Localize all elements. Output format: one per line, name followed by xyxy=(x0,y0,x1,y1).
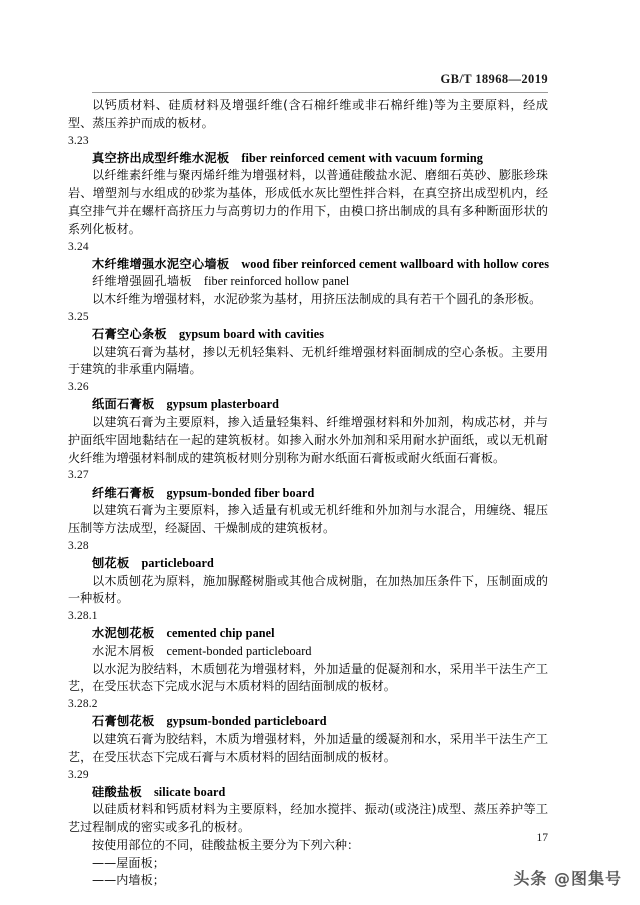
alt-term-entry xyxy=(92,273,548,291)
term-entry xyxy=(92,150,548,168)
clause-number: 3.28.2 xyxy=(68,698,98,711)
definition-paragraph: 以木质刨花为原料，施加脲醛树脂或其他合成树脂，在加热加压条件下，压制面成的一种板材。 xyxy=(68,573,548,606)
page-header xyxy=(92,72,548,94)
alt-term-cn: 水泥木屑板 xyxy=(92,643,155,658)
term-cn: 木纤维增强水泥空心墙板 xyxy=(92,256,230,271)
definition-paragraph: 以建筑石膏为主要原料，掺入适量轻集料、纤维增强材料和外加剂，构成芯材，并与护面纸牢固地黏结在一起的建筑板材。如掺入耐水外加剂和采用耐水护面纸，或以无机耐火纤维为增强材料制成的建筑板材则分别称为耐水纸面石膏板或耐火纸面石膏板。 xyxy=(68,414,548,465)
clause-block xyxy=(68,625,548,696)
term-entry xyxy=(92,396,548,414)
definition-paragraph: 以水泥为胶结料，木质刨花为增强材料，外加适量的促凝剂和水，采用半干法生产工艺，在受压状态下完成水泥与木质材料的固结面制成的板材。 xyxy=(68,661,548,694)
term-en: cemented chip panel xyxy=(166,626,275,641)
term-entry xyxy=(92,625,548,643)
term-en: wood fiber reinforced cement wallboard with hollow cores xyxy=(241,256,550,271)
alt-term-entry xyxy=(92,643,548,661)
term-cn: 硅酸盐板 xyxy=(92,784,142,799)
term-entry xyxy=(92,485,548,503)
clause-block xyxy=(68,555,548,608)
clause-block xyxy=(68,150,548,239)
definition-paragraph: 以建筑石膏为基材，掺以无机轻集料、无机纤维增强材料面制成的空心条板。主要用于建筑的非承重内隔墙。 xyxy=(68,344,548,377)
term-cn: 刨花板 xyxy=(92,555,130,570)
term-en: particleboard xyxy=(141,555,214,570)
clause-block xyxy=(68,713,548,766)
term-cn: 水泥刨花板 xyxy=(92,626,155,641)
clause-block xyxy=(92,256,548,309)
alt-term-en: cement-bonded particleboard xyxy=(166,643,312,658)
definition-paragraph: 以建筑石膏为胶结料，木质为增强材料，外加适量的缓凝剂和水，采用半干法生产工艺，在受压状态下完成石膏与木质材料的固结面制成的板材。 xyxy=(68,731,548,764)
list-item: ——屋面板； xyxy=(92,855,165,870)
clause-number: 3.28 xyxy=(68,539,89,552)
standard-number: GB/T 18968—2019 xyxy=(440,72,548,86)
list-item: ——内墙板； xyxy=(92,873,165,888)
term-cn: 真空挤出成型纤维水泥板 xyxy=(92,150,230,165)
clause-block xyxy=(68,396,548,467)
alt-term-cn: 纤维增强圆孔墙板 xyxy=(92,274,192,289)
watermark: 头条 @图集号 xyxy=(513,869,622,888)
term-en: fiber reinforced cement with vacuum forming xyxy=(241,150,483,165)
term-en: silicate board xyxy=(153,784,226,799)
clause-number: 3.23 xyxy=(68,134,89,147)
term-en: gypsum-bonded particleboard xyxy=(166,714,327,729)
term-en: gypsum board with cavities xyxy=(178,326,325,341)
continued-paragraph: 以钙质材料、硅质材料及增强纤维(含石棉纤维或非石棉纤维)等为主要原料，经成型、蒸压养护而成的板材。 xyxy=(68,98,548,130)
term-entry xyxy=(92,555,548,573)
definition-paragraph-secondary: 按使用部位的不同，硅酸盐板主要分为下列六种： xyxy=(92,837,360,852)
clause-number: 3.29 xyxy=(68,768,89,781)
term-entry xyxy=(92,326,548,344)
clause-number: 3.25 xyxy=(68,310,89,323)
definition-paragraph: 以纤维素纤维与聚丙烯纤维为增强材料，以普通硅酸盐水泥、磨细石英砂、膨胀珍珠岩、增塑剂与水组成的砂浆为基体，形成低水灰比塑性拌合料，在真空挤出成型机内，经真空排气并在螺杆高挤压力与高剪切力的作用下，由模口挤出制成的具有多种断面形状的系列化板材。 xyxy=(68,168,548,236)
term-cn: 石膏空心条板 xyxy=(92,326,167,341)
document-body xyxy=(68,97,548,890)
page-number: 17 xyxy=(536,832,548,844)
term-cn: 石膏刨花板 xyxy=(92,714,155,729)
term-entry xyxy=(92,256,548,274)
term-cn: 纸面石膏板 xyxy=(92,397,155,412)
term-en: gypsum plasterboard xyxy=(166,397,280,412)
clause-block xyxy=(68,326,548,379)
clause-block xyxy=(68,485,548,538)
term-entry xyxy=(92,713,548,731)
clause-number: 3.24 xyxy=(68,240,89,253)
definition-paragraph: 以木纤维为增强材料，水泥砂浆为基材，用挤压法制成的具有若干个圆孔的条形板。 xyxy=(92,291,542,306)
clause-number: 3.26 xyxy=(68,381,89,394)
continued-paragraph-block xyxy=(68,97,548,133)
term-entry xyxy=(92,784,548,802)
definition-paragraph: 以硅质材料和钙质材料为主要原料，经加水搅拌、振动(或浇注)成型、蒸压养护等工艺过程制成的密实或多孔的板材。 xyxy=(68,802,548,835)
clause-block xyxy=(68,784,548,891)
clause-number: 3.27 xyxy=(68,469,89,482)
header-rule xyxy=(92,92,548,93)
term-en: gypsum-bonded fiber board xyxy=(166,485,315,500)
term-cn: 纤维石膏板 xyxy=(92,485,155,500)
alt-term-en: fiber reinforced hollow panel xyxy=(203,274,350,289)
clause-number: 3.28.1 xyxy=(68,610,98,623)
definition-paragraph: 以建筑石膏为主要原料，掺入适量有机或无机纤维和外加剂与水混合，用缠绕、辊压压制等方法成型，经凝固、干燥制成的建筑板材。 xyxy=(68,503,548,535)
